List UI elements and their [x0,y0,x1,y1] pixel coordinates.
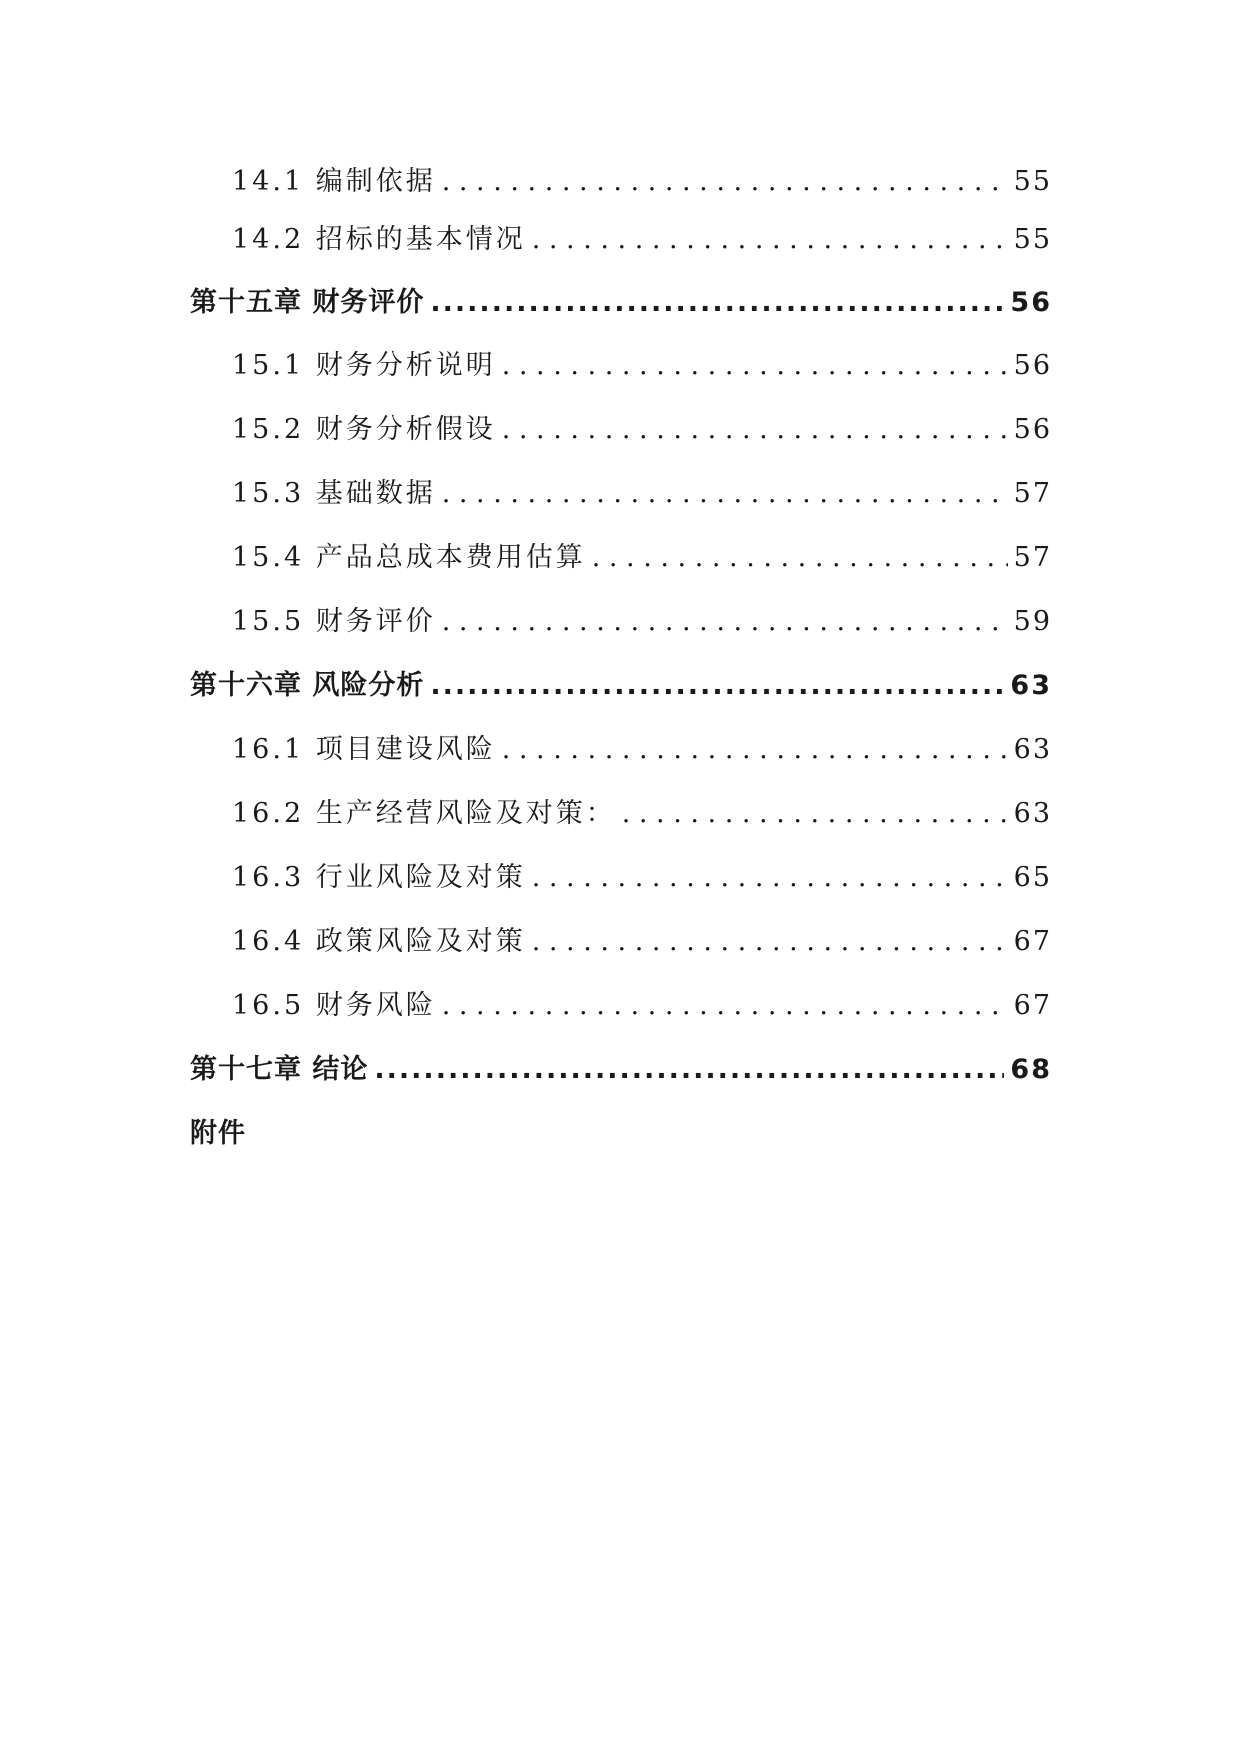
toc-dot-leader [442,162,1008,202]
toc-page-number: 59 [1013,606,1052,637]
toc-dot-leader [442,602,1008,642]
toc-entry-label: 15.1 财务分析说明 [232,350,496,381]
toc-entry-label: 16.4 政策风险及对策 [232,926,526,957]
toc-entry-14-2[interactable] [232,220,1052,260]
toc-entry-chapter-17[interactable] [190,1050,1052,1090]
toc-page-number: 67 [1013,926,1052,957]
toc-page-number: 63 [1013,798,1052,829]
toc-chapter-label: 第十七章 结论 [190,1054,369,1085]
toc-entry-label: 16.2 生产经营风险及对策： [232,798,616,829]
toc-dot-leader [622,794,1008,834]
toc-entry-label: 16.1 项目建设风险 [232,734,496,765]
toc-entry-label: 15.2 财务分析假设 [232,414,496,445]
toc-entry-15-3[interactable] [232,474,1052,514]
toc-entry-label: 15.5 财务评价 [232,606,436,637]
toc-dot-leader [532,220,1008,260]
toc-page-number: 63 [1010,670,1052,701]
toc-page-number: 56 [1013,350,1052,381]
toc-entry-label: 14.1 编制依据 [232,166,436,197]
toc-page-number: 56 [1013,414,1052,445]
toc-dot-leader [442,474,1008,514]
toc-entry-label: 16.5 财务风险 [232,990,436,1021]
toc-entry-15-1[interactable] [232,346,1052,386]
toc-page-number: 57 [1013,542,1052,573]
toc-dot-leader [592,538,1008,578]
toc-entry-label: 16.3 行业风险及对策 [232,862,526,893]
toc-page-number: 57 [1013,478,1052,509]
toc-entry-label: 14.2 招标的基本情况 [232,224,526,255]
toc-entry-chapter-16[interactable] [190,666,1052,706]
toc-entry-16-3[interactable] [232,858,1052,898]
toc-entry-15-2[interactable] [232,410,1052,450]
toc-entry-16-5[interactable] [232,986,1052,1026]
toc-page-number: 65 [1013,862,1052,893]
toc-dot-leader [430,666,1004,706]
toc-entry-14-1[interactable] [232,162,1052,202]
toc-page-number: 55 [1013,224,1052,255]
toc-dot-leader [502,730,1008,770]
toc-entry-15-5[interactable] [232,602,1052,642]
toc-page-number: 68 [1010,1054,1052,1085]
toc-entry-16-1[interactable] [232,730,1052,770]
toc-page-number: 67 [1013,990,1052,1021]
toc-chapter-label: 第十五章 财务评价 [190,287,425,318]
toc-page-number: 55 [1013,166,1052,197]
toc-entry-label: 15.4 产品总成本费用估算 [232,542,586,573]
toc-dot-leader [502,410,1008,450]
toc-dot-leader [430,283,1004,323]
toc-chapter-label: 第十六章 风险分析 [190,670,425,701]
toc-entry-chapter-15[interactable] [190,283,1052,323]
toc-dot-leader [442,986,1008,1026]
toc-dot-leader [502,346,1008,386]
toc-page-number: 63 [1013,734,1052,765]
toc-dot-leader [374,1050,1004,1090]
toc-dot-leader [532,922,1008,962]
toc-chapter-label: 附件 [190,1118,246,1149]
toc-dot-leader [532,858,1008,898]
toc-entry-appendix[interactable] [190,1114,246,1154]
toc-entry-label: 15.3 基础数据 [232,478,436,509]
toc-entry-15-4[interactable] [232,538,1052,578]
toc-page-number: 56 [1010,287,1052,318]
toc-entry-16-2[interactable] [232,794,1052,834]
toc-entry-16-4[interactable] [232,922,1052,962]
